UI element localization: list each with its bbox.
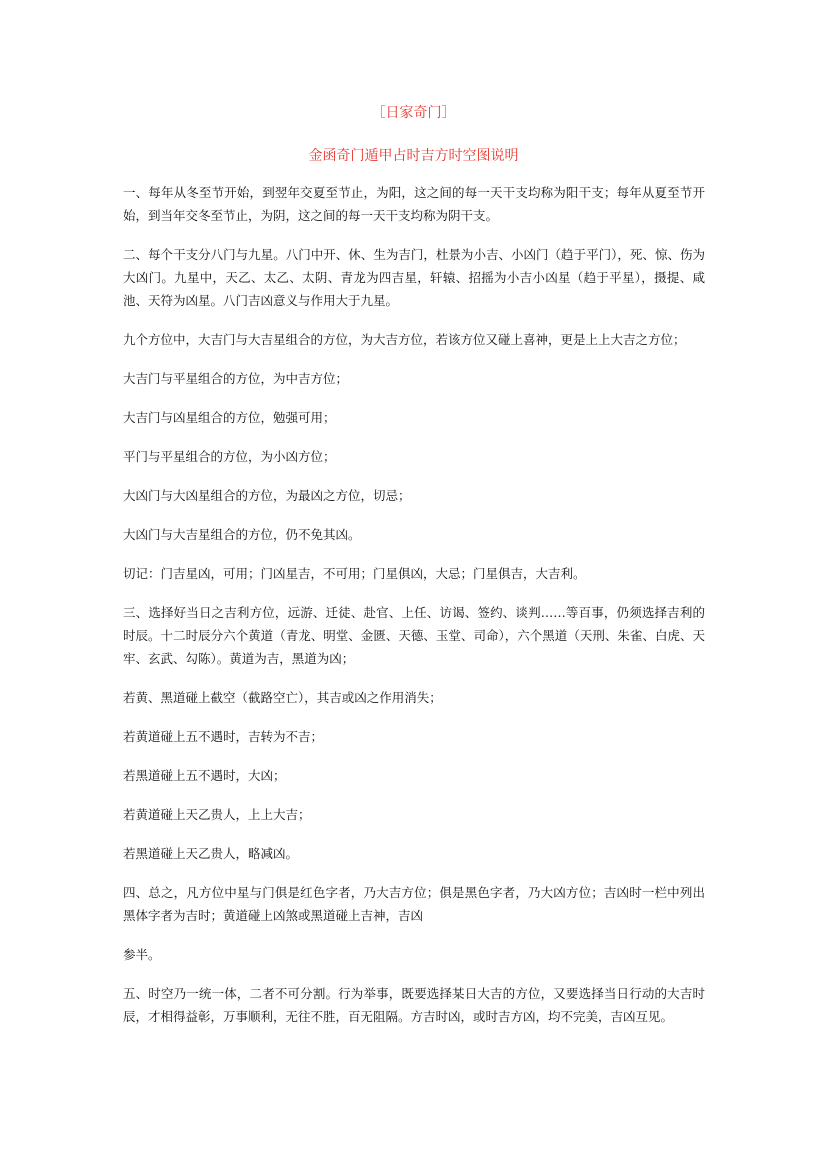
document-body	[123, 181, 705, 1044]
paragraph: 切记：门吉星凶，可用；门凶星吉，不可用；门星俱凶，大忌；门星俱吉，大吉利。	[123, 566, 586, 581]
paragraph: 九个方位中，大吉门与大吉星组合的方位，为大吉方位，若该方位又碰上喜神，更是上上大吉之方位；	[123, 332, 686, 347]
paragraph: 若黑道碰上天乙贵人，略减凶。	[123, 846, 299, 861]
paragraph: 大吉门与凶星组合的方位，勉强可用；	[123, 410, 336, 425]
category-tag: ［日家奇门］	[371, 105, 456, 121]
paragraph: 若黄、黑道碰上截空（截路空亡），其吉或凶之作用消失；	[123, 690, 442, 705]
paragraph: 大吉门与平星组合的方位，为中吉方位；	[123, 371, 349, 386]
paragraph: 四、总之，凡方位中星与门俱是红色字者，乃大吉方位；俱是黑色字者，乃大凶方位；吉凶时一栏中列出黑体字者为吉时；黄道碰上凶煞或黑道碰上吉神，吉凶	[123, 885, 705, 923]
paragraph: 参半。	[123, 947, 161, 962]
paragraph: 五、时空乃一统一体，二者不可分割。行为举事，既要选择某日大吉的方位，又要选择当日行动的大吉时辰，才相得益彰，万事顺利，无往不胜，百无阻隔。方吉时凶，或时吉方凶，均不完美，吉凶互见。	[123, 986, 705, 1024]
paragraph: 二、每个干支分八门与九星。八门中开、休、生为吉门，杜景为小吉、小凶门（趋于平门），死、惊、伤为大凶门。九星中，天乙、太乙、太阴、青龙为四吉星，轩辕、招摇为小吉小凶星（趋于平星），摄提、咸池、天符为凶星。八门吉凶意义与作用大于九星。	[123, 247, 705, 308]
page-title: 金函奇门遁甲占时吉方时空图说明	[308, 148, 519, 164]
paragraph: 大凶门与大凶星组合的方位，为最凶之方位，切忌；	[123, 488, 411, 503]
paragraph: 若黄道碰上天乙贵人，上上大吉；	[123, 807, 311, 822]
paragraph: 平门与平星组合的方位，为小凶方位；	[123, 449, 336, 464]
paragraph: 若黑道碰上五不遇时，大凶；	[123, 768, 286, 783]
paragraph: 一、每年从冬至节开始，到翌年交夏至节止，为阳，这之间的每一天干支均称为阳干支；每年从夏至节开始，到当年交冬至节止，为阴，这之间的每一天干支均称为阴干支。	[123, 185, 705, 223]
paragraph: 三、选择好当日之吉利方位，远游、迁徒、赴官、上任、访谒、签约、谈判……等百事，仍须选择吉利的时辰。十二时辰分六个黄道（青龙、明堂、金匮、天德、玉堂、司命），六个黑道（天刑、朱雀、白虎、天牢、玄武、勾陈）。黄道为吉，黑道为凶；	[123, 605, 705, 666]
paragraph: 大凶门与大吉星组合的方位，仍不免其凶。	[123, 527, 361, 542]
paragraph: 若黄道碰上五不遇时，吉转为不吉；	[123, 729, 324, 744]
